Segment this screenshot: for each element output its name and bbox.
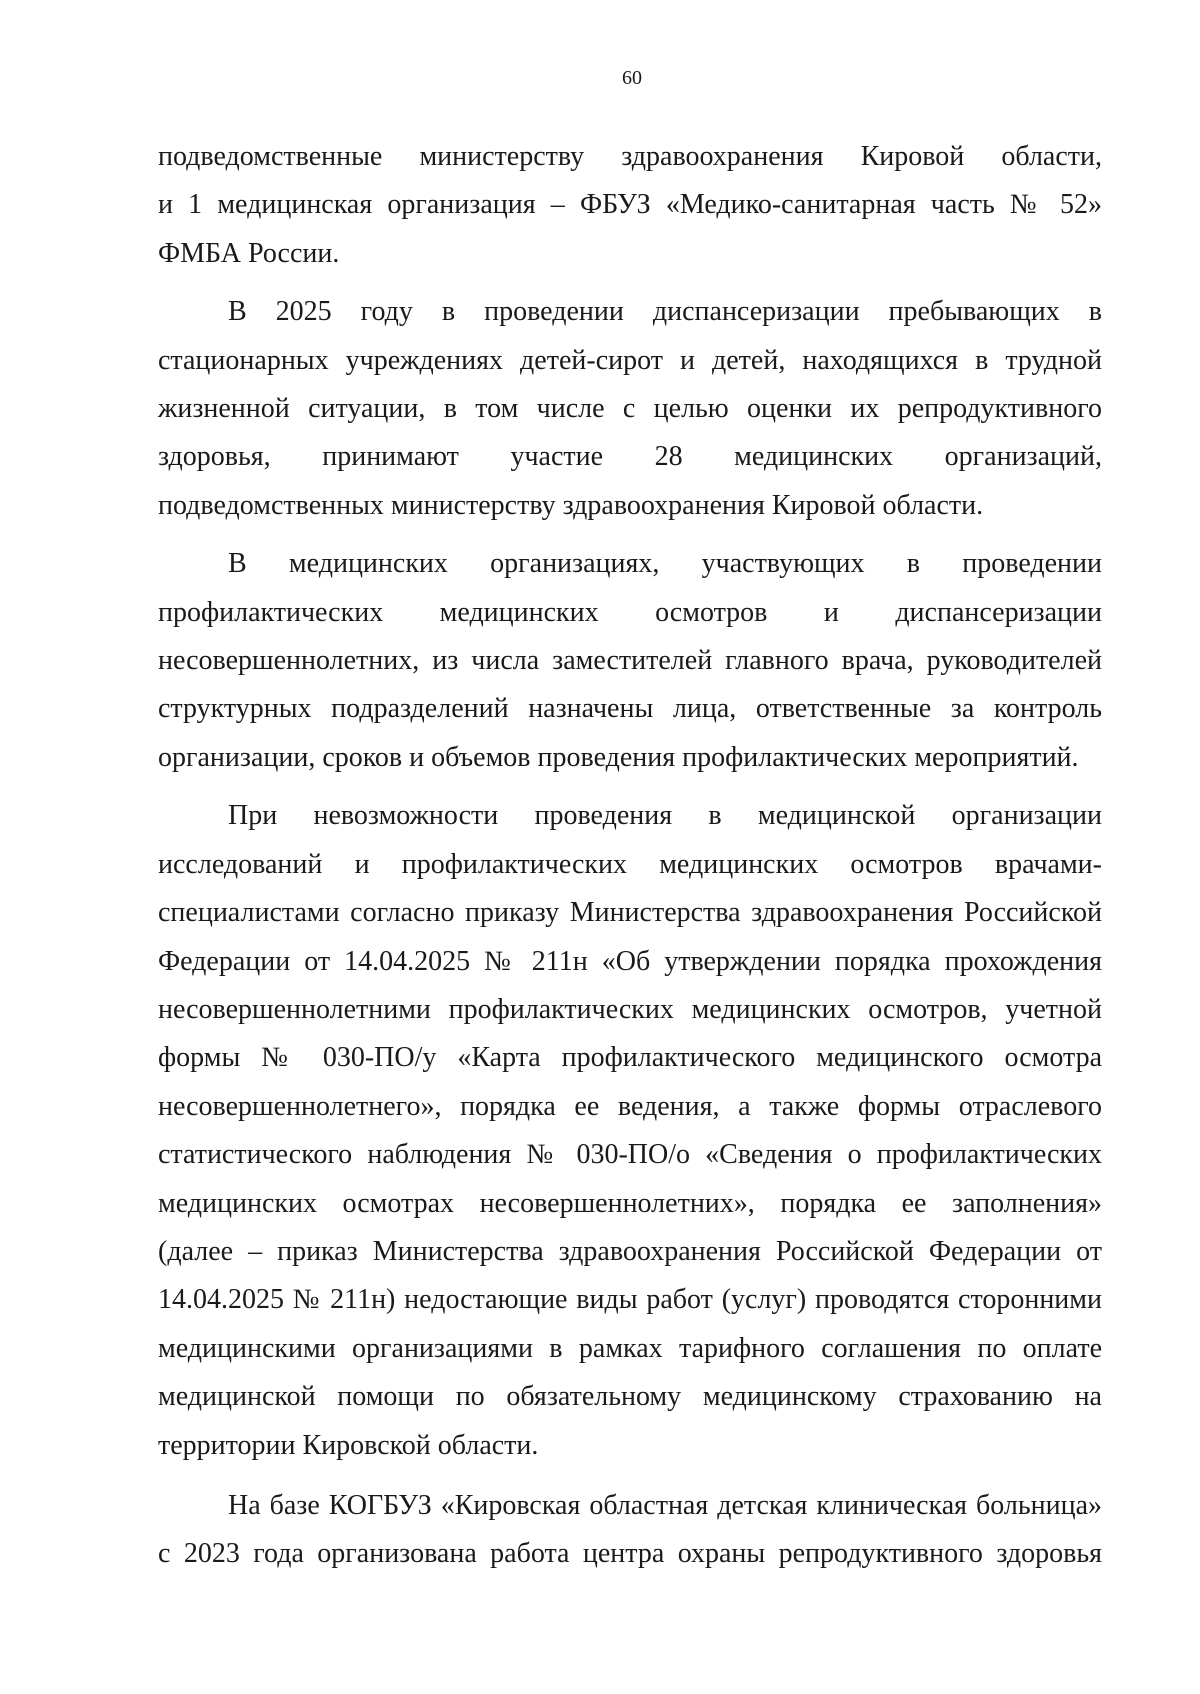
paragraph-list xyxy=(158,133,1102,1579)
text-line: Федерации от 14.04.2025 № 211н «Об утверждении порядка прохождения xyxy=(158,945,1102,977)
text-line: В 2025 году в проведении диспансеризации пребывающих в xyxy=(228,296,1102,328)
text-line: статистического наблюдения № 030-ПО/о «Сведения о профилактических xyxy=(158,1139,1102,1171)
text-line: В медицинских организациях, участвующих в проведении xyxy=(228,548,1102,580)
text-line: несовершеннолетними профилактических медицинских осмотров, учетной xyxy=(158,993,1102,1025)
text-line: ФМБА России. xyxy=(158,237,340,269)
text-line: На базе КОГБУЗ «Кировская областная детская клиническая больница» xyxy=(228,1489,1102,1521)
text-line: 14.04.2025 № 211н) недостающие виды работ (услуг) проводятся сторонними xyxy=(158,1284,1102,1316)
text-line: организации, сроков и объемов проведения профилактических мероприятий. xyxy=(158,741,1079,773)
paragraph xyxy=(158,792,1102,1470)
text-line: профилактических медицинских осмотров и диспансеризации xyxy=(158,596,1102,628)
text-line: исследований и профилактических медицинских осмотров врачами- xyxy=(158,848,1102,880)
text-line: и 1 медицинская организация – ФБУЗ «Медико-санитарная часть № 52» xyxy=(158,189,1102,221)
page-number: 60 xyxy=(622,67,642,89)
text-line: с 2023 года организована работа центра охраны репродуктивного здоровья xyxy=(158,1538,1102,1570)
text-line: несовершеннолетнего», порядка ее ведения, а также формы отраслевого xyxy=(158,1090,1102,1122)
text-line: жизненной ситуации, в том числе с целью оценки их репродуктивного xyxy=(158,393,1102,425)
paragraph xyxy=(158,540,1102,782)
text-line: специалистами согласно приказу Министерства здравоохранения Российской xyxy=(158,897,1102,929)
text-line: стационарных учреждениях детей-сирот и детей, находящихся в трудной xyxy=(158,344,1102,376)
text-line: здоровья, принимают участие 28 медицинских организаций, xyxy=(158,441,1102,473)
text-line: (далее – приказ Министерства здравоохранения Российской Федерации от xyxy=(158,1235,1102,1267)
text-line: медицинскими организациями в рамках тарифного соглашения по оплате xyxy=(158,1332,1102,1364)
text-line: медицинских осмотрах несовершеннолетних», порядка ее заполнения» xyxy=(158,1187,1102,1219)
paragraph xyxy=(158,133,1102,278)
text-line: несовершеннолетних, из числа заместителей главного врача, руководителей xyxy=(158,645,1102,677)
text-line: формы № 030-ПО/у «Карта профилактического медицинского осмотра xyxy=(158,1042,1102,1074)
text-line: территории Кировской области. xyxy=(158,1429,539,1461)
text-line: подведомственных министерству здравоохранения Кировой области. xyxy=(158,489,984,521)
document-body xyxy=(158,133,1102,1579)
text-line: подведомственные министерству здравоохранения Кировой области, xyxy=(158,141,1102,172)
paragraph xyxy=(158,288,1102,530)
text-line: медицинской помощи по обязательному медицинскому страхованию на xyxy=(158,1381,1102,1413)
text-line: структурных подразделений назначены лица, ответственные за контроль xyxy=(158,693,1102,725)
text-line: При невозможности проведения в медицинской организации xyxy=(228,800,1102,832)
paragraph xyxy=(158,1482,1102,1579)
